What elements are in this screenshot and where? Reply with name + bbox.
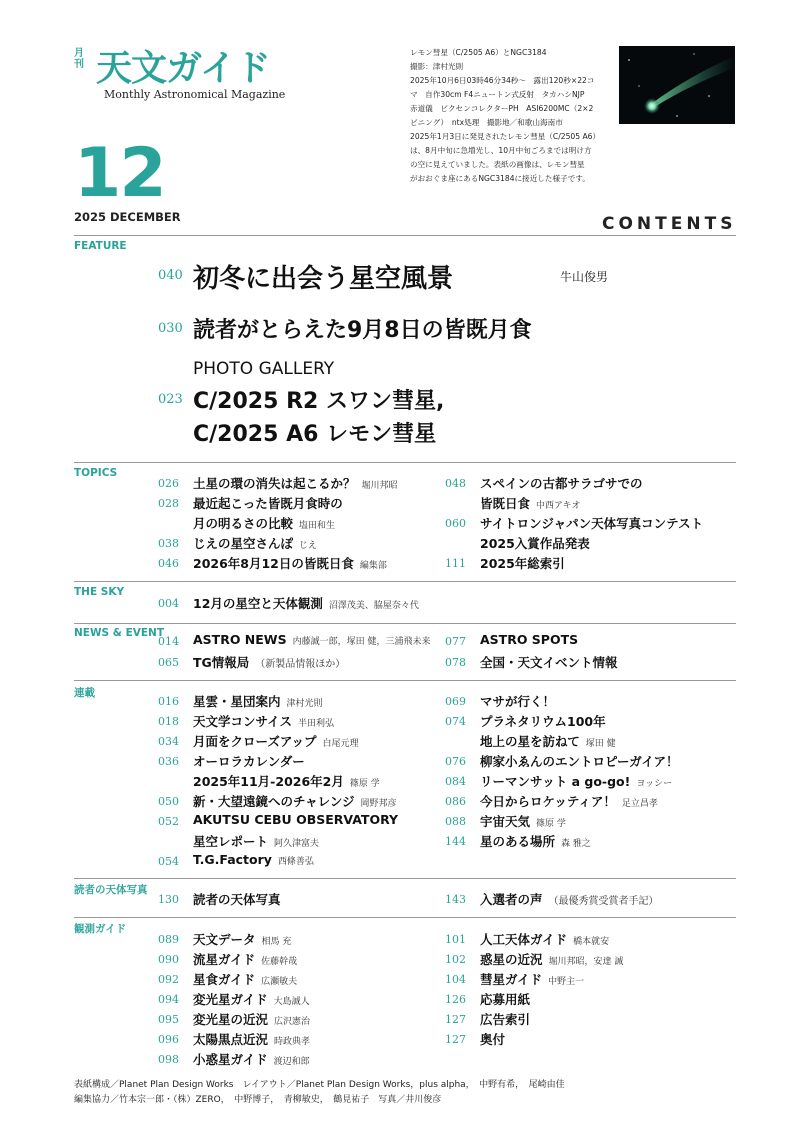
feature-title[interactable]: 初冬に出会う星空風景 [193, 264, 454, 294]
page-number: 084 [445, 775, 466, 788]
author: 塩田和生 [299, 521, 336, 531]
page-number: 026 [158, 477, 179, 490]
author: 堀川邦昭 [361, 481, 398, 491]
page-number: 040 [158, 268, 183, 283]
toc-item[interactable]: 地上の星を訪ねて 塚田 健 [480, 734, 616, 749]
page-number: 130 [158, 893, 179, 906]
issue-number: 12 [74, 134, 165, 213]
page-number: 078 [445, 656, 466, 669]
toc-item[interactable]: 彗星ガイド 中野主一 [480, 972, 585, 987]
caption-line: がおおぐま座にあるNGC3184に接近した様子です。 [410, 174, 590, 183]
caption-line: ビニング） ntx処理 撮影地／和歌山海南市 [410, 118, 563, 127]
toc-item[interactable]: 入選者の声 （最優秀賞受賞者手記） [480, 892, 659, 907]
toc-item[interactable]: 天文学コンサイス 半田利弘 [193, 714, 335, 729]
page-number: 074 [445, 715, 466, 728]
section-label-guide: 観測ガイド [74, 923, 127, 935]
page-number: 052 [158, 815, 179, 828]
page-number: 023 [158, 392, 183, 407]
toc-item[interactable]: 宇宙天気 篠原 学 [480, 814, 566, 829]
page-number: 077 [445, 635, 466, 648]
author: 篠原 学 [536, 819, 566, 829]
page-number: 127 [445, 1013, 466, 1026]
author: 塚田 健 [585, 739, 616, 749]
divider [74, 623, 736, 624]
toc-item[interactable]: 全国・天文イベント情報 [480, 655, 618, 670]
toc-item[interactable]: 奥付 [480, 1032, 506, 1047]
toc-item[interactable]: 流星ガイド 佐藤幹哉 [193, 952, 298, 967]
caption-line: 撮影：津村光則 [410, 62, 464, 71]
author: 時政典孝 [274, 1037, 311, 1047]
section-label-the-sky: THE SKY [74, 586, 125, 598]
toc-item[interactable]: 2025入賞作品発表 [480, 536, 590, 551]
toc-item[interactable]: 人工天体ガイド 橋本就安 [480, 932, 610, 947]
page-number: 088 [445, 815, 466, 828]
page-number: 092 [158, 973, 179, 986]
page-number: 014 [158, 635, 179, 648]
divider [74, 917, 736, 918]
logo-title: 天文ガイド [96, 48, 270, 89]
page-number: 127 [445, 1033, 466, 1046]
page-number: 094 [158, 993, 179, 1006]
page-number: 065 [158, 656, 179, 669]
page-number: 004 [158, 597, 179, 610]
toc-item[interactable]: 小惑星ガイド 渡辺和郎 [193, 1052, 310, 1067]
page-number: 095 [158, 1013, 179, 1026]
page-number: 054 [158, 855, 179, 868]
toc-item[interactable]: 土星の環の消失は起こるか？ 堀川邦昭 [193, 476, 398, 491]
divider [74, 680, 736, 681]
toc-item[interactable]: 新・大望遠鏡へのチャレンジ 岡野邦彦 [193, 794, 397, 809]
toc-item[interactable]: 月の明るさの比較 塩田和生 [193, 516, 336, 531]
section-label-topics: TOPICS [74, 467, 118, 479]
page-number: 089 [158, 933, 179, 946]
author: 編集部 [359, 561, 387, 571]
divider [74, 878, 736, 879]
page-number: 060 [445, 517, 466, 530]
page-number: 090 [158, 953, 179, 966]
credits-line: 表紙構成／Planet Plan Design Works レイアウト／Planet Plan Design Works，plus alpha， 中野有希， 尾崎由佳 [74, 1080, 565, 1090]
page-number: 050 [158, 795, 179, 808]
cover-comet-photo [619, 46, 735, 124]
feature-title[interactable]: 読者がとらえた9月8日の皆既月食 [193, 318, 532, 343]
toc-item[interactable]: 読者の天体写真 [193, 892, 281, 907]
toc-item[interactable]: 最近起こった皆既月食時の [193, 496, 343, 511]
caption-line: 2025年1月3日に発見されたレモン彗星（C/2505 A6） [410, 132, 601, 141]
author: 中西アキオ [536, 501, 581, 511]
cover-caption [410, 46, 610, 186]
toc-item[interactable]: 2025年11月-2026年2月 篠原 学 [193, 774, 380, 789]
page-number: 016 [158, 695, 179, 708]
toc-item[interactable]: T.G.Factory 西條善弘 [193, 852, 314, 867]
author: 足立昌孝 [621, 799, 658, 809]
page-number: 143 [445, 893, 466, 906]
page-number: 034 [158, 735, 179, 748]
page-number: 028 [158, 497, 179, 510]
page-number: 048 [445, 477, 466, 490]
toc-item[interactable]: 惑星の近況 堀川邦昭，安達 誠 [480, 952, 624, 967]
toc-item[interactable]: 太陽黒点近況 時政典孝 [193, 1032, 311, 1047]
caption-line: マ 自作30cm F4ニュートン式反射 タカハシNJP [410, 90, 585, 99]
logo-monthly: 月刊 [74, 48, 84, 70]
contents-heading: CONTENTS [602, 214, 737, 234]
toc-item[interactable]: 今日からロケッティア！ 足立昌孝 [480, 794, 658, 809]
photo-gallery-label: PHOTO GALLERY [193, 359, 335, 379]
author: 篠原 学 [349, 779, 380, 789]
author: 渡辺和郎 [273, 1057, 310, 1067]
toc-item[interactable]: 月面をクローズアップ 白尾元理 [193, 734, 359, 749]
note: （新製品情報ほか） [255, 659, 346, 670]
caption-line: の空に見えていました。表紙の画像は、レモン彗星 [410, 160, 585, 169]
page-number: 030 [158, 321, 183, 336]
divider [74, 581, 736, 582]
author: 堀川邦昭，安達 誠 [548, 957, 624, 967]
toc-item[interactable]: ASTRO NEWS 内藤誠一郎，塚田 健，三浦飛未来 [193, 632, 431, 647]
author: 半田利弘 [298, 719, 335, 729]
logo-subtitle: Monthly Astronomical Magazine [104, 88, 286, 101]
note: （最優秀賞受賞者手記） [548, 896, 659, 907]
author: 相馬 充 [261, 937, 292, 947]
toc-item[interactable]: AKUTSU CEBU OBSERVATORY [193, 812, 399, 827]
caption-line: 2025年10月6日03時46分34秒～ 露出120秒×22コ [410, 76, 595, 85]
page-number: 104 [445, 973, 466, 986]
author: 広沢憲治 [274, 1017, 311, 1027]
section-label-feature: FEATURE [74, 240, 127, 252]
toc-item[interactable]: 星食ガイド 広瀬敏夫 [193, 972, 298, 987]
credits-line: 編集協力／竹本宗一郎・（株）ZERO， 中野博子， 青柳敏史， 鶴見祐子 写真／井川俊彦 [74, 1095, 442, 1105]
page-number: 111 [445, 557, 466, 570]
author: 白尾元理 [322, 739, 359, 749]
author: 津村光則 [286, 699, 323, 709]
page-number: 036 [158, 755, 179, 768]
page-number: 126 [445, 993, 466, 1006]
author: 阿久津富夫 [274, 839, 320, 849]
page-number: 076 [445, 755, 466, 768]
page-number: 046 [158, 557, 179, 570]
feature-title[interactable]: C/2025 R2 スワン彗星, [193, 389, 445, 414]
section-label-reader-photos: 読者の天体写真 [74, 884, 148, 896]
page-number: 098 [158, 1053, 179, 1066]
toc-item[interactable]: プラネタリウム100年 [480, 714, 606, 729]
section-label-serial: 連載 [74, 687, 95, 699]
page-number: 101 [445, 933, 466, 946]
toc-item[interactable]: 広告索引 [480, 1012, 531, 1027]
divider [74, 235, 736, 236]
toc-item[interactable]: 天文データ 相馬 充 [193, 932, 292, 947]
author: 森 雅之 [561, 839, 591, 849]
caption-line: レモン彗星（C/2505 A6）とNGC3184 [410, 48, 547, 57]
toc-item[interactable]: TG情報局 （新製品情報ほか） [193, 655, 346, 670]
author: 内藤誠一郎，塚田 健，三浦飛未来 [292, 637, 431, 647]
page-number: 102 [445, 953, 466, 966]
author: ヨッシー [636, 779, 673, 789]
toc-item[interactable]: 皆既日食 中西アキオ [480, 496, 581, 511]
toc-item[interactable]: スペインの古都サラゴサでの [480, 476, 643, 491]
comet-image [619, 46, 735, 124]
caption-line: 赤道儀 ビクセンコレクターPH ASI6200MC（2×2 [410, 104, 594, 113]
toc-item[interactable]: 星のある場所 森 雅之 [480, 834, 591, 849]
page-number: 086 [445, 795, 466, 808]
author: 広瀬敏夫 [261, 977, 298, 987]
feature-title[interactable]: C/2025 A6 レモン彗星 [193, 422, 437, 447]
section-label-news-event: NEWS & EVENT [74, 627, 164, 639]
author: 沼澤茂美、脇屋奈々代 [328, 601, 419, 611]
author: 牛山俊男 [560, 270, 609, 284]
toc-item[interactable]: 2026年8月12日の皆既日食 編集部 [193, 556, 387, 571]
author: じえ [299, 541, 318, 551]
page-number: 018 [158, 715, 179, 728]
toc-item[interactable]: 12月の星空と天体観測 沼澤茂美、脇屋奈々代 [193, 596, 419, 611]
author: 岡野邦彦 [360, 799, 397, 809]
author: 西條善弘 [277, 857, 314, 867]
toc-item[interactable]: サイトロンジャパン天体写真コンテスト [480, 516, 704, 531]
page-number: 038 [158, 537, 179, 550]
toc-item[interactable]: リーマンサット a go-go! ヨッシー [480, 774, 673, 789]
author: 佐藤幹哉 [261, 957, 298, 967]
toc-item[interactable]: マサが行く！ [480, 694, 556, 709]
toc-item[interactable]: じえの星空さんぽ じえ [193, 536, 318, 551]
author: 大島誠人 [273, 997, 310, 1007]
author: 中野主一 [548, 977, 585, 987]
toc-item[interactable]: 応募用紙 [480, 992, 531, 1007]
toc-item[interactable]: 星空レポート 阿久津富夫 [193, 834, 320, 849]
page-number: 069 [445, 695, 466, 708]
toc-item[interactable]: 変光星ガイド 大島誠人 [193, 992, 310, 1007]
credits [74, 1078, 565, 1108]
caption-line: は、8月中旬に急増光し、10月中旬ごろまでは明け方 [410, 146, 592, 155]
page-number: 144 [445, 835, 466, 848]
toc-item[interactable]: ASTRO SPOTS [480, 632, 579, 647]
author: 橋本就安 [573, 937, 610, 947]
toc-item[interactable]: オーロラカレンダー [193, 754, 305, 769]
toc-item[interactable]: 2025年総索引 [480, 556, 565, 571]
issue-date: 2025 DECEMBER [74, 210, 181, 224]
toc-item[interactable]: 柳家小ゑんのエントロピーガイア！ [480, 754, 679, 769]
toc-item[interactable]: 変光星の近況 広沢憲治 [193, 1012, 311, 1027]
divider [74, 462, 736, 463]
toc-item[interactable]: 星雲・星団案内 津村光則 [193, 694, 323, 709]
page-number: 096 [158, 1033, 179, 1046]
